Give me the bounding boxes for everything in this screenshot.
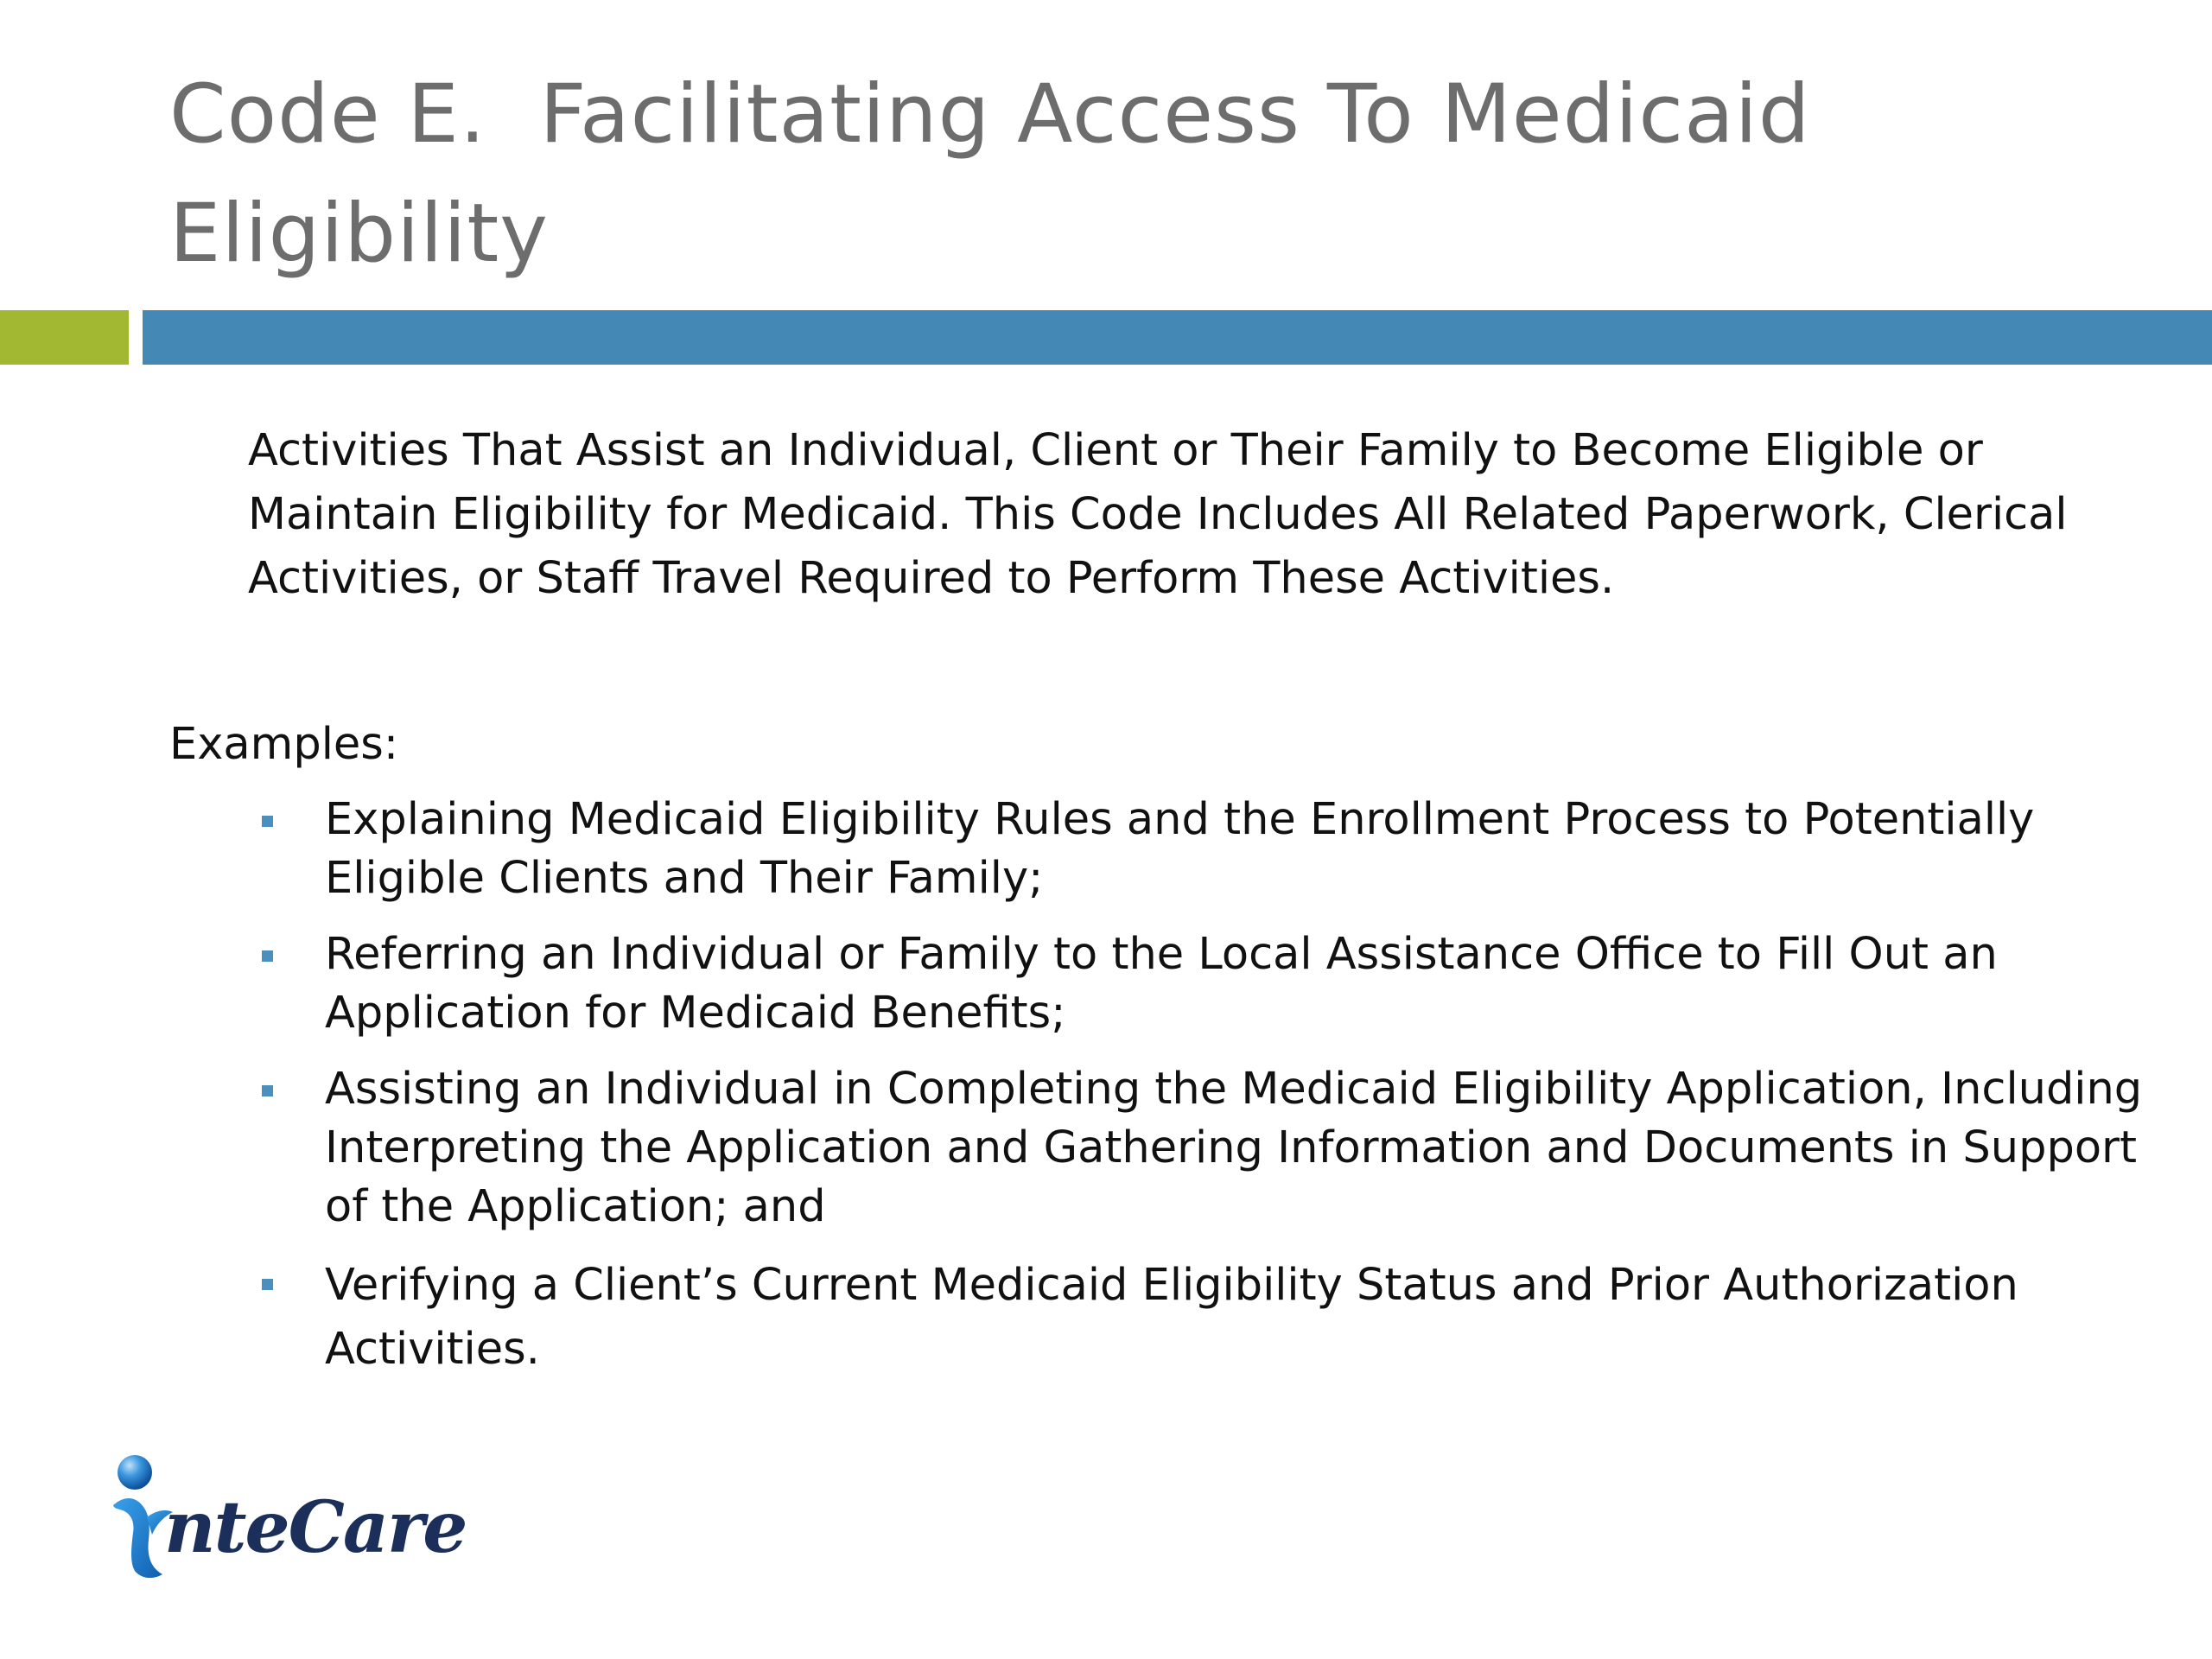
slide-title — [169, 55, 2070, 294]
example-text: Verifying a Client’s Current Medicaid Eligibility Status and Prior Authorization Activities. — [325, 1260, 2018, 1375]
intecare-logo — [109, 1453, 467, 1583]
examples-label: Examples: — [169, 719, 399, 770]
example-text: Referring an Individual or Family to the Local Assistance Office to Fill Out an Application for Medicaid Benefits; — [325, 929, 1998, 1039]
examples-list — [259, 791, 2143, 1399]
example-text: Explaining Medicaid Eligibility Rules and the Enrollment Process to Potentially Eligible Clients and Their Family; — [325, 794, 2035, 904]
example-item — [259, 1060, 2143, 1236]
example-item — [259, 791, 2143, 908]
square-bullet-icon — [262, 816, 273, 827]
square-bullet-icon — [262, 1085, 273, 1096]
logo-text: nteCare — [164, 1486, 467, 1569]
example-text: Assisting an Individual in Completing the Medicaid Eligibility Application, Including Interpreting the Application and Gathering Information and Documents in Support of the Application; and — [325, 1064, 2143, 1232]
example-item — [259, 1254, 2143, 1382]
slide-title-line-2: Eligibility — [169, 187, 549, 281]
example-item — [259, 925, 2143, 1043]
accent-bar-green — [0, 310, 129, 365]
square-bullet-icon — [262, 1279, 273, 1290]
square-bullet-icon — [262, 950, 273, 962]
accent-bar-blue — [143, 310, 2212, 365]
intro-paragraph: Activities That Assist an Individual, Client or Their Family to Become Eligible or Maintain Eligibility for Medicaid. This Code Includes All Related Paperwork, Clerical Activities, or Staff Travel Required to Perform These Activities. — [248, 425, 2068, 604]
slide-title-line-1: Code E. Facilitating Access To Medicaid — [169, 67, 1811, 162]
